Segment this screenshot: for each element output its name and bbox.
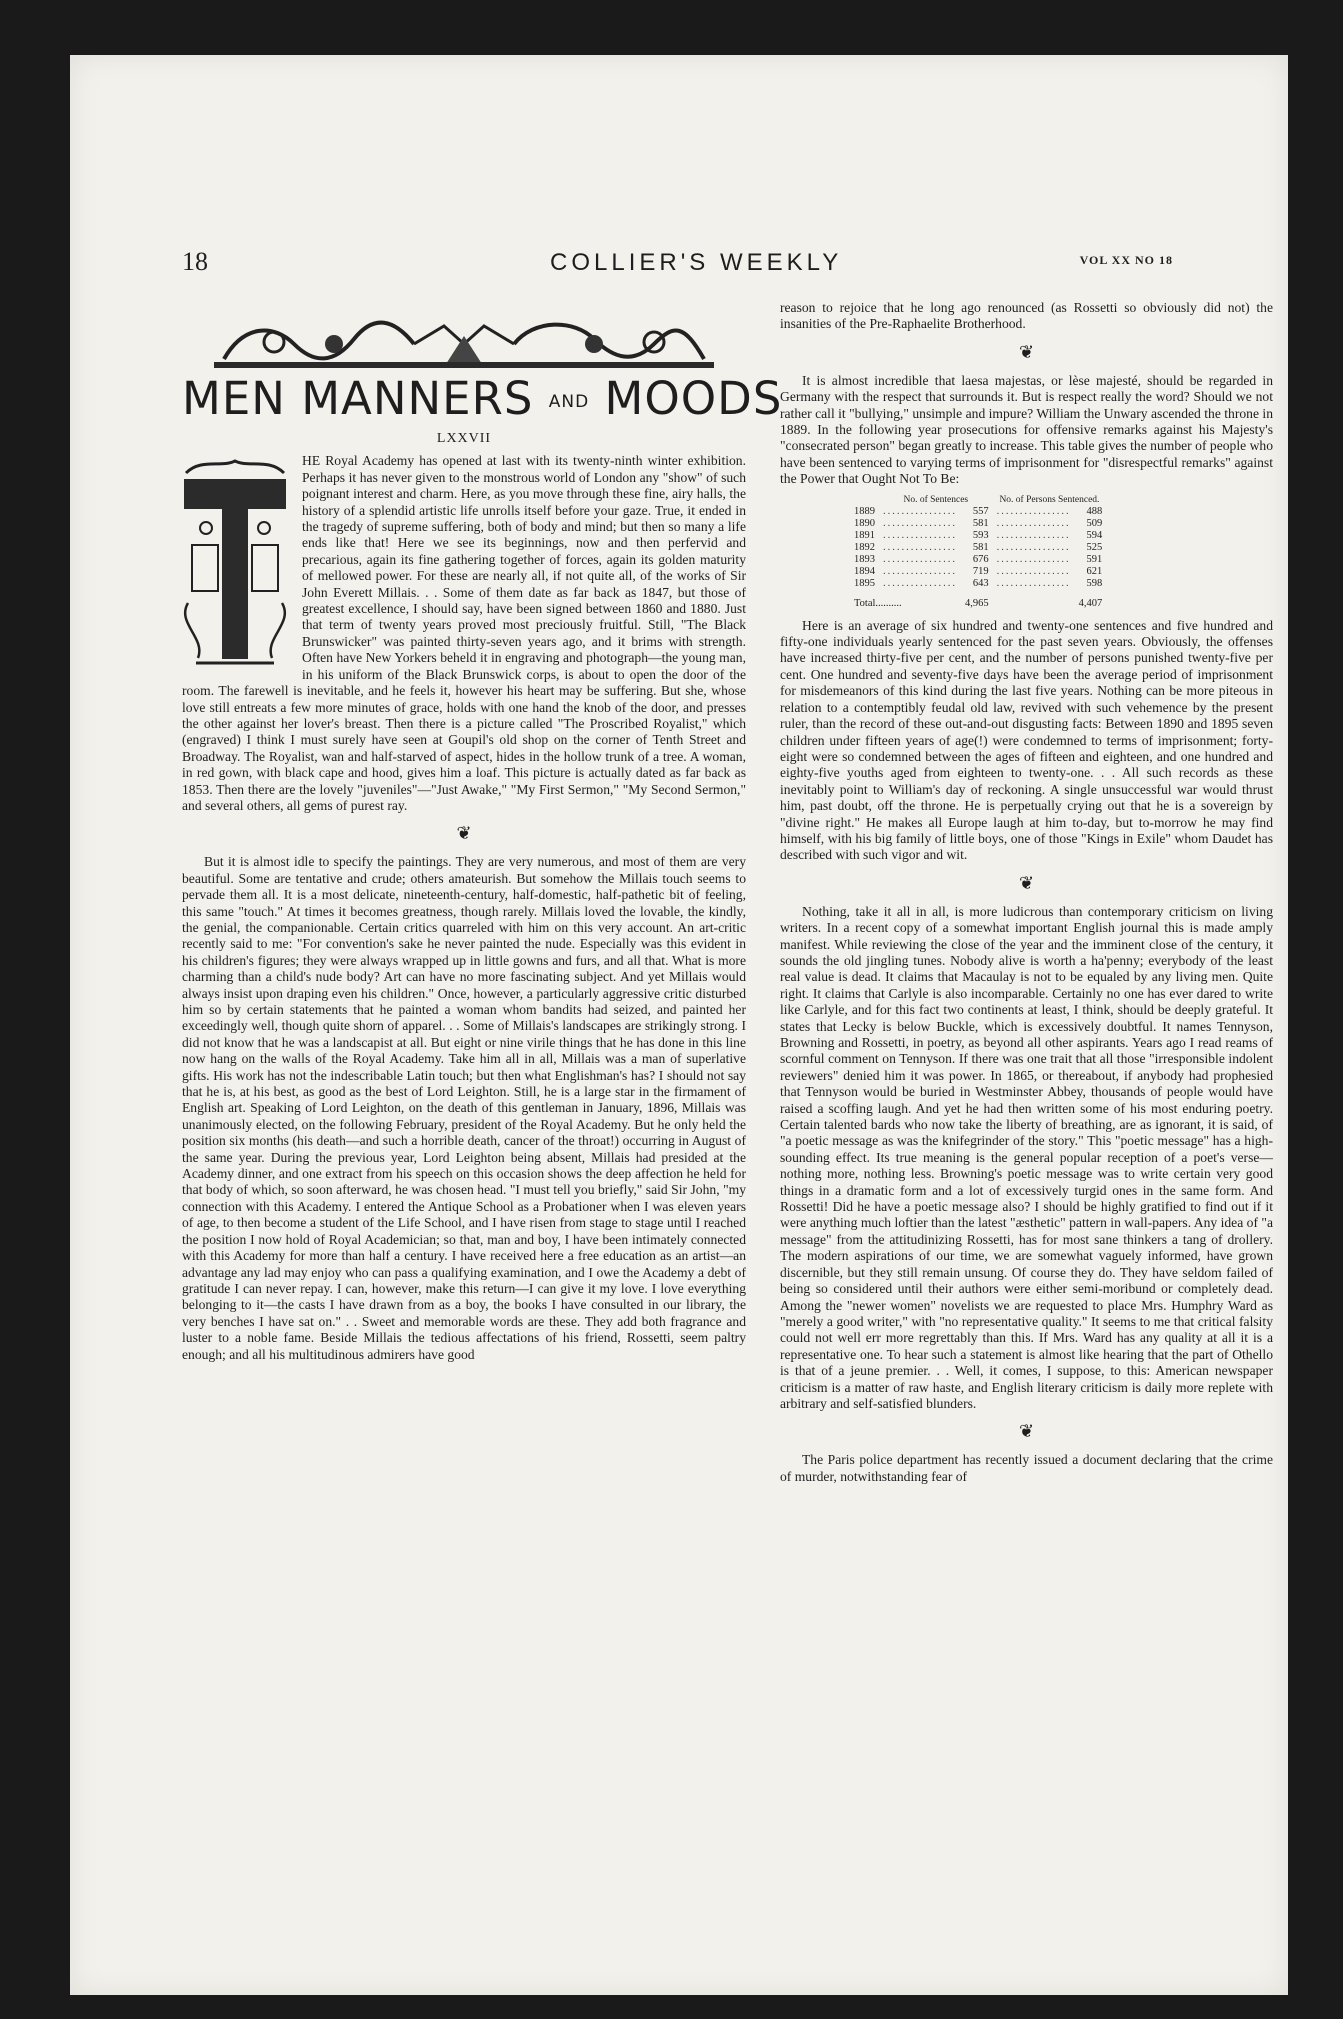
magazine-page [70,55,1288,1995]
table-row [850,566,1106,578]
sentences-cell: 581 [972,517,989,529]
table-header-persons: No. of Persons Sentenced. [999,494,1100,505]
persons-cell: 509 [1086,517,1103,529]
leader-dots: ................ [883,529,957,541]
table-total-row [850,590,1106,610]
persons-cell: 525 [1086,541,1103,553]
sentences-cell: 719 [972,565,989,577]
right-column [780,300,1273,1485]
leader-dots: ................ [883,541,957,553]
year-cell: 1893 [854,553,875,565]
total-label: Total.......... [854,597,902,609]
sentences-table [850,494,1106,610]
table-row [850,542,1106,554]
leader-dots: ................ [996,505,1071,517]
sentences-cell: 643 [972,577,989,589]
paragraph: reason to rejoice that he long ago renounced (as Rossetti so obviously did not) the insanities of the Pre-Raphaelite Brotherhood. [780,300,1273,332]
paragraph: The Paris police department has recently issued a document declaring that the crime of murder, notwithstanding fear of [780,1452,1273,1484]
year-cell: 1895 [854,577,875,589]
leader-dots: ................ [996,541,1071,553]
title-left: MEN MANNERS [182,372,534,425]
decorated-initial-t [176,453,294,673]
leader-dots: ................ [883,505,957,517]
fleuron-ornament: ❦ [456,823,472,844]
table-row [850,530,1106,542]
column-number: LXXVII [436,431,492,446]
leader-dots: ................ [996,529,1071,541]
table-row [850,506,1106,518]
sentences-cell: 676 [972,553,989,565]
persons-cell: 591 [1086,553,1103,565]
paragraph: It is almost incredible that laesa majestas, or lèse majesté, should be regarded in Germany with the respect that surrounds it. But is respect really the word? Should we not rather call it "bullying," unsimple and impure? William the Unwary ascended the throne in 1889. In the following year prosecutions for offensive remarks against his Majesty's "consecrated person" began greatly to increase. This table gives the number of people who have been sentenced to varying terms of imprisonment for "disrespectful remarks" against the Power that Ought Not To Be: [780,372,1273,487]
persons-cell: 621 [1086,565,1103,577]
leader-dots: ................ [996,517,1071,529]
year-cell: 1890 [854,517,875,529]
page-number: 18 [182,247,208,276]
fleuron-ornament: ❦ [1018,872,1035,893]
paragraph: HE Royal Academy has opened at last with its twenty-ninth winter exhibition. Perhaps it has never given to the monstrous world of London any "show" of such poignant interest and charm. Here, as you move through these fine, airy halls, the history of a splendid artistic life unrolls itself before your gaze. True, it ended in the tragedy of supreme suffering, both of body and mind; but then so many a life ends like that! Here we see its beginnings, now and then perfervid and precarious, again its fine gathering together of forces, again its golden maturity of mellowed power. For these are nearly all, if not quite all, of the works of Sir John Everett Millais. . . Some of them date as far back as 1847, but those of greatest excellence, I should say, have been signed between 1860 and 1880. Just that term of twenty years proved most preciously fruitful. Still, "The Black Brunswicker" was painted thirty-seven years ago, and it brims with strength. Often have New Yorkers beheld it in engraving and photograph—the young man, in his uniform of the Black Brunswick corps, is about to open the door of the room. The farewell is inevitable, and he feels it, however his heart may be suffering. But she, whose love still entreats a few more minutes of grace, holds with one hand the knob of the door, and presses the other against her lover's breast. Then there is a picture called "The Proscribed Royalist," which (engraved) I think I must surely have seen at Goupil's old shop on the corner of Tenth Street and Broadway. The Royalist, wan and half-starved of aspect, hides in the hollow trunk of a tree. A woman, in red gown, with black cape and hood, gives him a loaf. This picture is actually dated as far back as 1853. Then there are the lovely "juveniles"—"Just Awake," "My First Sermon," "My Second Sermon," and several others, all gems of purest ray. [182,453,746,813]
magazine-title: COLLIER'S WEEKLY [550,249,843,276]
leader-dots: ................ [996,577,1071,589]
paragraph: But it is almost idle to specify the paintings. They are very numerous, and most of them are very beautiful. Some are tentative and crude; others amateurish. But somehow the Millais touch seems to pervade them all. It is a most delicate, nineteenth-century, half-domestic, half-pathetic bit of feeling, this same "touch." At times it becomes greatness, though rarely. Millais loved the lovable, the kindly, the genial, the companionable. Certain critics quarreled with him on this very account. An art-critic recently said to me: "For convention's sake he never painted the nude. Especially was this evident in his children's figures; they were always wrapped up in little gowns and furs, and all that. What is more charming than a child's nude body? Art can have no more fascinating subject. And yet Millais would always insist upon draping even his children." Once, however, a particularly aggressive critic disturbed him so by certain statements that he painted a woman whom bandits had seized, and painted her exceedingly well, though quite shorn of apparel. . . Some of Millais's landscapes are strikingly strong. I did not know that he was a landscapist at all. But eight or nine virile things that he has done in this line now hang on the walls of the Royal Academy. Take him all in all, Millais was a man of superlative gifts. His work has not the indescribable Latin touch; but then what Englishman's has? I should not say that he is, at his best, as good as the best of Lord Leighton. Still, he is a large star in the firmament of English art. Speaking of Lord Leighton, on the death of this gentleman in January, 1896, Millais was unanimously elected, on the following February, president of the Royal Academy. But he only held the position six months (his death—and such a horrible death, cancer of the throat!) occurring in August of the same year. During the previous year, Lord Leighton being absent, Millais had presided at the Academy dinner, and one extract from his speech on this occasion shows the deep affection he held for that body of which, so soon afterward, he was chosen head. "I must tell you briefly," said Sir John, "my connection with this Academy. I entered the Antique School as a Probationer when I was eleven years of age, to then become a student of the Life School, and I have risen from stage to stage until I reached the position I now hold of Royal Academician; so that, man and boy, I have been intimately connected with this Academy for more than half a century. I have received here a free education as an artist—an advantage any lad may enjoy who can pass a qualifying examination, and I owe the Academy a debt of gratitude I can never repay. I can, however, make this return—I can give it my love. I love everything belonging to it—the casts I have drawn from as a boy, the books I have consulted in our library, the very benches I have sat on." . . Sweet and memorable words are these. They add both fragrance and luster to a noble fame. Beside Millais the tedious affectations of his friend, Rossetti, seem paltry enough; and all his multitudinous admirers have good [182,854,746,1362]
volume-issue: VOL XX NO 18 [1079,253,1173,267]
table-row [850,554,1106,566]
table-header-sentences: No. of Sentences [903,494,969,505]
title-right: MOODS [604,372,783,425]
year-cell: 1894 [854,565,875,577]
sentences-cell: 557 [972,505,989,517]
table-row [850,518,1106,530]
leader-dots: ................ [883,577,957,589]
year-cell: 1889 [854,505,875,517]
running-header [70,247,1288,277]
left-column [182,310,783,1363]
paragraph: Nothing, take it all in all, is more ludicrous than contemporary criticism on living writers. In a recent copy of a somewhat important English journal this is made amply manifest. While reviewing the close of the year and the imminent close of the century, it sounds the old jingling tunes. Nobody alive is worth a ha'penny; everybody of the least real value is dead. It claims that Macaulay is not to be equaled by any living men. Quite right. It claims that Carlyle is also incomparable. Certainly no one has ever dared to write like Carlyle, and for this fact two continents at least, I think, should be deeply grateful. It states that Lecky is below Buckle, which is excessively doubtful. It names Tennyson, Browning and Rossetti, in poetry, as beyond all other aspirants. Years ago I read reams of scornful comment on Tennyson. If there was one trait that all those "irresponsible indolent reviewers" denied him it was power. In 1865, or thereabout, if anybody had prophesied that Tennyson would be buried in Westminster Abbey, thousands of people would have raised a scoffing laugh. And yet he had then written some of his most enduring poetry. Certain talented bards who now take the liberty of breathing, are as ignorant, it is said, of "a poetic message as was the knifegrinder of the story." This "poetic message" has a high-sounding effect. Its true meaning is the general popular reception of a poet's verse—nothing more, nothing less. Browning's poetic message was to write certain very good things in a dramatic form and a lot of excessively turgid ones in the same form. And Rossetti! Did he have a poetic message also? I should be highly gratified to find out if it were anything much loftier than the latest "æsthetic" pattern in wall-papers. Any idea of "a message" from the attitudinizing Rossetti, has for most sane thinkers a tang of drollery. The modern aspirations of our time, we are somewhat vaguely informed, have grown discernible, but they still remain unsung. Of course they do. They have seldom failed of being so considered until their authors were either semi-moribund or completely dead. Among the "newer women" novelists we are requested to place Mrs. Humphry Ward as "merely a good writer," with "no representative quality." It seems to me that critical falsity could not well err more regrettably than this. If Mrs. Ward has any quality at all it is a representative one. To hear such a statement is almost like hearing that the part of Othello is that of a jeune premier. . . Well, it comes, I suppose, to this: American newspaper criticism is a matter of raw haste, and English literary criticism is daily more replete with arbitrary and self-satisfied blunders. [780,903,1273,1411]
leader-dots: ................ [883,553,957,565]
leader-dots: ................ [883,517,957,529]
total-persons: 4,407 [1078,597,1103,609]
fleuron-ornament: ❦ [1018,1421,1035,1442]
sentences-cell: 581 [972,541,989,553]
total-sentences: 4,965 [965,597,989,609]
title-and: AND [548,392,590,412]
persons-cell: 598 [1086,577,1103,589]
article-title [182,372,783,429]
leader-dots: ................ [883,565,957,577]
ornamental-headpiece [214,314,714,372]
year-cell: 1891 [854,529,875,541]
persons-cell: 594 [1086,529,1103,541]
year-cell: 1892 [854,541,875,553]
sentences-cell: 593 [972,529,989,541]
leader-dots: ................ [996,553,1071,565]
table-row [850,578,1106,590]
fleuron-ornament: ❦ [1018,341,1035,362]
paragraph: Here is an average of six hundred and twenty-one sentences and five hundred and fifty-one individuals yearly sentenced for the past seven years. Obviously, the offenses have increased thirty-five per cent, and the number of persons punished twenty-five per cent. One hundred and seventy-five days have been the average period of imprisonment for misdemeanors of this kind during the last five years. Nothing can be more piteous in relation to a contemptibly feudal old law, revived with such vehemence by the present ruler, than the record of these out-and-out disgusting facts: Between 1890 and 1895 seven children under fifteen years of age(!) were condemned to terms of imprisonment; forty-eight were so condemned between the ages of fifteen and eighteen, and one hundred and eighty-five youths aged from eighteen to twenty-one. . . All such records as these inevitably point to William's day of reckoning. A single unsuccessful war would thrust him, past doubt, off the throne. He is perpetually crying out that he is a sovereign by "divine right." He makes all Europe laugh at him to-day, but to-morrow he may find himself, with his big family of little boys, one of those "Kings in Exile" whom Daudet has described with such vigor and wit. [780,617,1273,863]
persons-cell: 488 [1086,505,1103,517]
leader-dots: ................ [996,565,1071,577]
